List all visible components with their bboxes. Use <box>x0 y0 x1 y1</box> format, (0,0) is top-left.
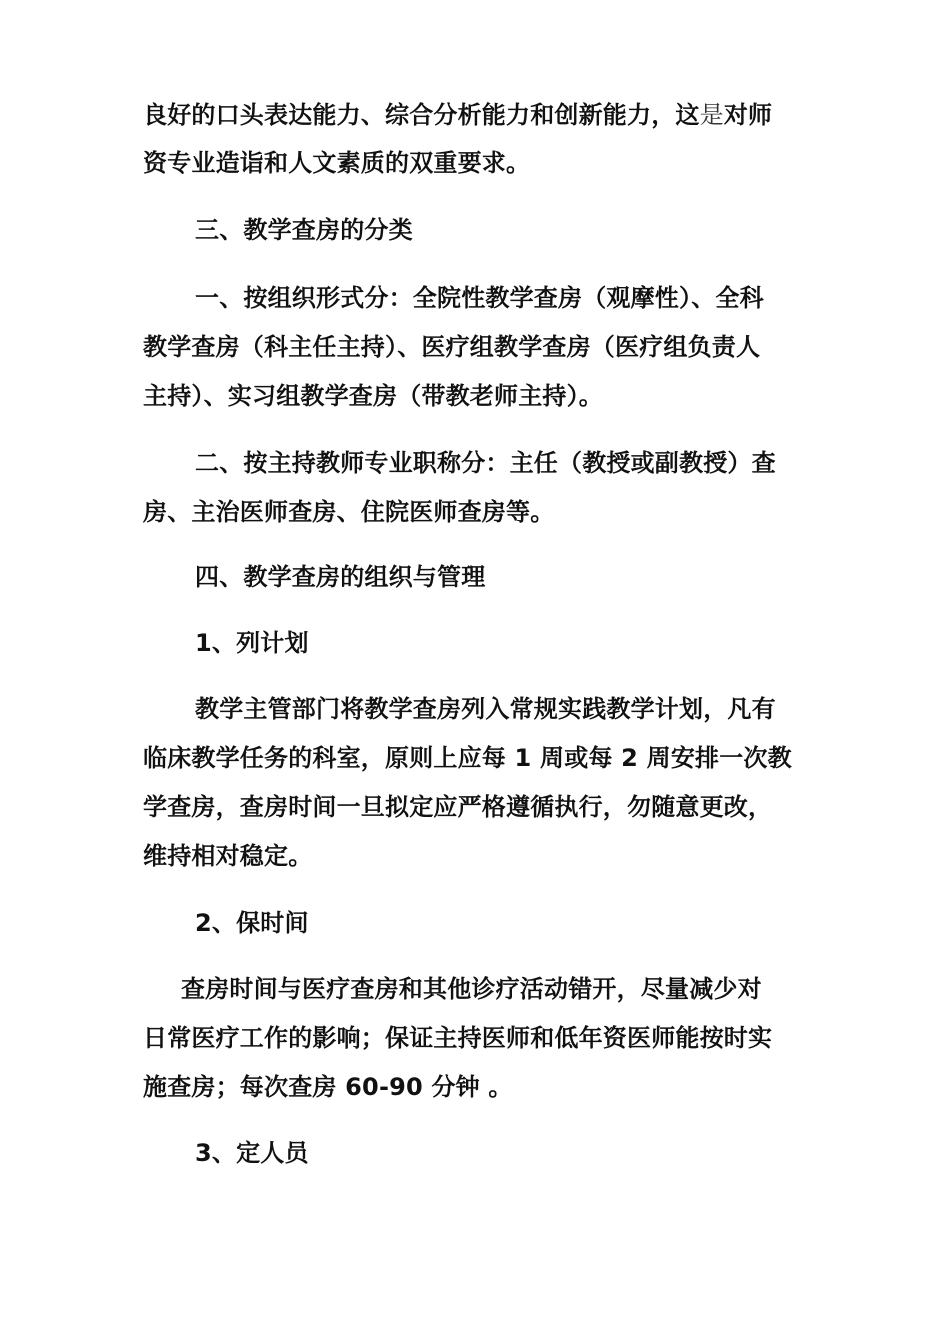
section-heading: 四、教学查房的组织与管理 <box>195 563 486 591</box>
text-run: 对师 <box>723 101 773 129</box>
text-run-light: 是 <box>699 101 724 129</box>
section-heading: 三、教学查房的分类 <box>195 216 413 244</box>
paragraph-line: 二、按主持教师专业职称分：主任（教授或副教授）查 <box>195 449 776 477</box>
paragraph-line: 一、按组织形式分：全院性教学查房（观摩性）、全科 <box>195 284 764 312</box>
paragraph-line: 查房时间与医疗查房和其他诊疗活动错开，尽量减少对 <box>181 975 762 1003</box>
paragraph-line: 维持相对稳定。 <box>143 842 313 870</box>
paragraph-line: 资专业造诣和人文素质的双重要求。 <box>143 149 531 177</box>
paragraph-line: 教学查房（科主任主持）、医疗组教学查房（医疗组负责人 <box>143 333 761 361</box>
paragraph-line: 日常医疗工作的影响；保证主持医师和低年资医师能按时实 <box>143 1024 773 1052</box>
paragraph-line <box>143 97 772 133</box>
paragraph-line: 施查房；每次查房 60-90 分钟 。 <box>143 1073 513 1101</box>
paragraph-line: 主持）、实习组教学查房（带教老师主持）。 <box>143 382 603 410</box>
paragraph-line: 教学主管部门将教学查房列入常规实践教学计划，凡有 <box>195 695 776 723</box>
subsection-heading: 3、定人员 <box>195 1139 309 1167</box>
paragraph-line: 房、主治医师查房、住院医师查房等。 <box>143 498 555 526</box>
paragraph-line: 学查房，查房时间一旦拟定应严格遵循执行，勿随意更改， <box>143 793 773 821</box>
paragraph-line: 临床教学任务的科室，原则上应每 1 周或每 2 周安排一次教 <box>143 744 792 772</box>
subsection-heading: 2、保时间 <box>195 909 309 937</box>
text-run: 良好的口头表达能力、综合分析能力和创新能力，这 <box>143 101 700 129</box>
subsection-heading: 1、列计划 <box>195 629 309 657</box>
